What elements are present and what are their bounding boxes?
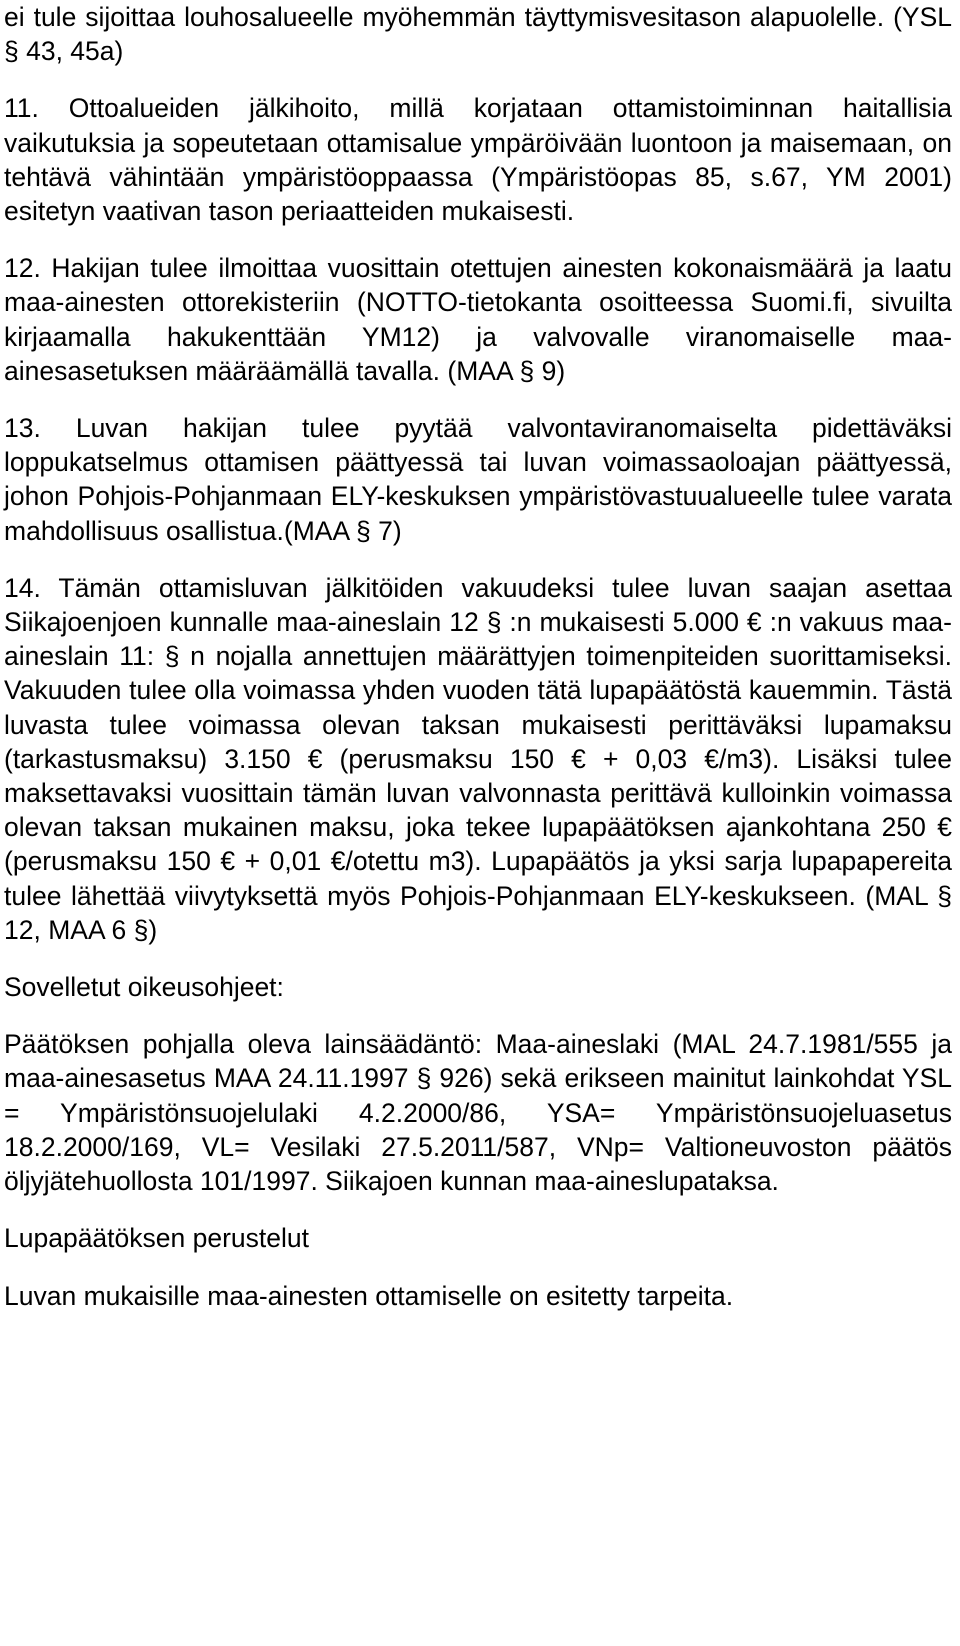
paragraph-perustelut bbox=[4, 1279, 952, 1313]
paragraph-text: Päätöksen pohjalla oleva lainsäädäntö: Maa-aineslaki (MAL 24.7.1981/555 ja maa-ainesasetus MAA 24.11.1997 § 926) sekä erikseen mainitut lainkohdat YSL = Ympäristönsuojelulaki 4.2.2000/86, YSA= Ympäristönsuojeluasetus 18.2.2000/169, VL= Vesilaki 27.5.2011/587, VNp= Valtioneuvoston päätös öljyjätehuollosta 101/1997. Siikajoen kunnan maa-aineslupataksa. bbox=[4, 1029, 952, 1197]
paragraph-text: ei tule sijoittaa louhosalueelle myöhemmän täyttymisvesitason alapuolelle. (YSL § 43, 45a) bbox=[4, 2, 952, 67]
paragraph-text: 11. Ottoalueiden jälkihoito, millä korjataan ottamistoiminnan haitallisia vaikutuksia ja sopeutetaan ottamisalue ympäröivään luontoon ja maisemaan, on tehtävä vähintään ympäristöoppaassa (Ympäristöopas 85, s.67, YM 2001) esitetyn vaativan tason periaatteiden mukaisesti. bbox=[4, 93, 952, 227]
document-page bbox=[4, 0, 952, 1313]
paragraph-text: 12. Hakijan tulee ilmoittaa vuosittain otettujen ainesten kokonaismäärä ja laatu maa-ainesten ottorekisteriin (NOTTO-tietokanta osoitteessa Suomi.fi, sivuilta kirjaamalla hakukenttään YM12) ja valvovalle viranomaiselle maa-ainesasetuksen määräämällä tavalla. (MAA § 9) bbox=[4, 253, 952, 386]
paragraph-11 bbox=[4, 91, 952, 228]
paragraph-10-tail bbox=[4, 0, 952, 68]
paragraph-12 bbox=[4, 251, 952, 388]
paragraph-13 bbox=[4, 411, 952, 548]
section-heading-perustelut: Lupapäätöksen perustelut bbox=[4, 1223, 309, 1254]
section-heading-sovelletut: Sovelletut oikeusohjeet: bbox=[4, 972, 284, 1003]
paragraph-text: Luvan mukaisille maa-ainesten ottamiselle on esitetty tarpeita. bbox=[4, 1280, 734, 1311]
paragraph-text: 14. Tämän ottamisluvan jälkitöiden vakuudeksi tulee luvan saajan asettaa Siikajoenjoen kunnalle maa-aineslain 12 § :n mukaisesti 5.000 € :n vakuus maa-aineslain 11: § n nojalla annettujen määrättyjen toimenpiteiden suorittamiseksi. Vakuuden tulee olla voimassa yhden vuoden tätä lupapäätöstä kauemmin. Tästä luvasta tulee voimassa olevan taksan mukaisesti perittäväksi lupamaksu (tarkastusmaksu) 3.150 € (perusmaksu 150 € + 0,03 €/m3). Lisäksi tulee maksettavaksi vuosittain tämän luvan valvonnasta perittävä kulloinkin voimassa olevan taksan mukainen maksu, joka tekee lupapäätöksen ajankohtana 250 € (perusmaksu 150 € + 0,01 €/otettu m3). Lupapäätös ja yksi sarja lupapapereita tulee lähettää viivytyksettä myös Pohjois-Pohjanmaan ELY-keskukseen. (MAL § 12, MAA 6 §) bbox=[4, 572, 952, 945]
paragraph-lainsaadanto bbox=[4, 1027, 952, 1198]
paragraph-14 bbox=[4, 571, 952, 947]
paragraph-text: 13. Luvan hakijan tulee pyytää valvontaviranomaiselta pidettäväksi loppukatselmus ottamisen päättyessä tai luvan voimassaoloajan päättyessä, johon Pohjois-Pohjanmaan ELY-keskuksen ympäristövastuualueelle tulee varata mahdollisuus osallistua.(MAA § 7) bbox=[4, 413, 952, 546]
